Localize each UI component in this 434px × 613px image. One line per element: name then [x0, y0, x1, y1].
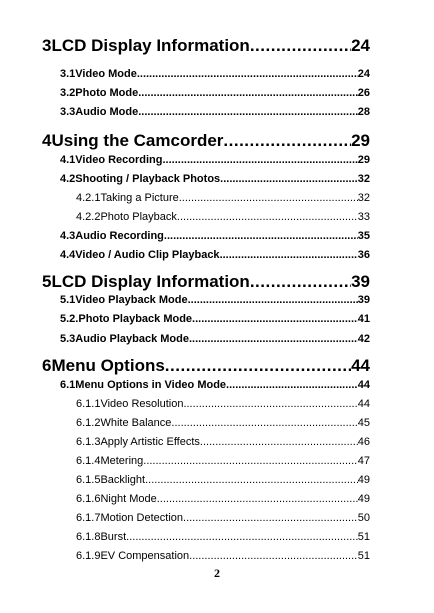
toc-entry-title: Audio Recording — [75, 230, 164, 242]
toc-entry-title: Video / Audio Clip Playback — [75, 249, 220, 261]
toc-entry-title: LCD Display Information — [51, 272, 250, 291]
toc-entry-page: 24 — [357, 68, 370, 80]
dot-leader — [143, 455, 357, 467]
toc-entry-number: 5.3 — [60, 333, 76, 345]
toc-entry-page: 32 — [357, 173, 370, 185]
toc-entry-page: 29 — [357, 154, 370, 166]
page-number: 2 — [214, 566, 220, 580]
toc-entry-number: 3.3 — [60, 106, 76, 118]
toc-entry[interactable] — [42, 356, 370, 376]
toc-entry[interactable] — [76, 417, 370, 429]
toc-entry-title: Video Mode — [75, 68, 137, 80]
toc-entry-number: 6.1.6 — [76, 493, 101, 505]
toc-entry-page: 29 — [351, 131, 370, 150]
toc-entry-number: 6.1.5 — [76, 474, 101, 486]
toc-entry[interactable] — [42, 36, 370, 56]
toc-entry-title: Photo Playback — [100, 211, 177, 223]
dot-leader — [183, 512, 358, 524]
dot-leader — [189, 550, 358, 562]
toc-entry-title: Audio Mode — [75, 106, 139, 118]
toc-entry-number: 4 — [42, 131, 52, 150]
toc-entry[interactable] — [76, 512, 370, 524]
toc-entry-title: LCD Display Information — [51, 36, 250, 55]
dot-leader — [223, 131, 351, 151]
toc-entry-title: Metering — [100, 455, 144, 467]
toc-entry-title: EV Compensation — [100, 550, 190, 562]
toc-entry-title: Audio Playback Mode — [75, 333, 189, 345]
toc-entry-page: 45 — [357, 417, 370, 429]
toc-entry[interactable] — [76, 436, 370, 448]
toc-entry-title: Video Playback Mode — [75, 294, 188, 306]
toc-entry[interactable] — [60, 230, 370, 242]
dot-leader — [220, 249, 358, 261]
toc-entry-number: 4.3 — [60, 230, 76, 242]
toc-entry-title: Shooting / Playback Photos — [75, 173, 221, 185]
toc-entry-number: 6 — [42, 356, 52, 375]
toc-entry-number: 5.1 — [60, 294, 76, 306]
toc-entry-title: Backlight — [100, 474, 146, 486]
dot-leader — [138, 87, 358, 99]
toc-entry-number: 3.1 — [60, 68, 76, 80]
toc-entry-page: 51 — [357, 550, 370, 562]
toc-entry-title: Motion Detection — [100, 512, 184, 524]
dot-leader — [189, 333, 358, 345]
toc-entry[interactable] — [76, 474, 370, 486]
dot-leader — [137, 68, 358, 80]
toc-entry-title: Night Mode — [100, 493, 157, 505]
toc-entry[interactable] — [76, 531, 370, 543]
toc-entry-title: Video Recording — [75, 154, 163, 166]
toc-entry[interactable] — [60, 68, 370, 80]
dot-leader — [163, 154, 358, 166]
dot-leader — [145, 474, 358, 486]
dot-leader — [188, 294, 358, 306]
toc-entry-page: 44 — [357, 398, 370, 410]
toc-entry[interactable] — [42, 272, 370, 292]
toc-entry-page: 39 — [357, 294, 370, 306]
toc-entry-number: 6.1.4 — [76, 455, 101, 467]
toc-entry-title: Photo Mode — [75, 87, 139, 99]
toc-entry-page: 36 — [357, 249, 370, 261]
toc-entry-page: 32 — [357, 192, 370, 204]
toc-entry[interactable] — [76, 398, 370, 410]
dot-leader — [126, 531, 358, 543]
toc-entry-page: 47 — [357, 455, 370, 467]
toc-entry-number: 6.1.2 — [76, 417, 101, 429]
toc-entry-title: Using the Camcorder — [51, 131, 224, 150]
toc-entry[interactable] — [76, 455, 370, 467]
toc-entry[interactable] — [76, 493, 370, 505]
toc-entry-page: 26 — [357, 87, 370, 99]
dot-leader — [226, 379, 358, 391]
toc-entry[interactable] — [60, 294, 370, 306]
toc-entry-page: 49 — [357, 474, 370, 486]
toc-entry-page: 49 — [357, 493, 370, 505]
toc-entry-number: 4.2.2 — [76, 211, 101, 223]
toc-entry-title: Menu Options — [51, 356, 165, 375]
toc-entry-number: 6.1 — [60, 379, 76, 391]
toc-entry[interactable] — [42, 131, 370, 151]
toc-entry[interactable] — [60, 106, 370, 118]
toc-entry-title: White Balance — [100, 417, 172, 429]
toc-entry-title: Burst — [100, 531, 127, 543]
toc-entry-page: 44 — [351, 356, 370, 375]
dot-leader — [177, 211, 358, 223]
dot-leader — [179, 192, 358, 204]
toc-entry-page: 24 — [351, 36, 370, 55]
toc-entry[interactable] — [60, 379, 370, 391]
dot-leader — [200, 436, 358, 448]
toc-entry[interactable] — [60, 87, 370, 99]
toc-entry-page: 41 — [357, 313, 370, 325]
toc-entry-number: 4.2 — [60, 173, 76, 185]
dot-leader — [138, 106, 358, 118]
toc-entry-page: 33 — [357, 211, 370, 223]
dot-leader — [220, 173, 358, 185]
toc-entry-page: 35 — [357, 230, 370, 242]
toc-entry-number: 3.2 — [60, 87, 76, 99]
toc-entry[interactable] — [76, 211, 370, 223]
toc-entry[interactable] — [76, 550, 370, 562]
toc-entry-number: 6.1.7 — [76, 512, 101, 524]
dot-leader — [183, 398, 357, 410]
dot-leader — [250, 36, 351, 56]
toc-entry-number: 3 — [42, 36, 52, 55]
toc-entry[interactable] — [60, 173, 370, 185]
toc-entry[interactable] — [76, 192, 370, 204]
toc-entry-title: Taking a Picture — [100, 192, 179, 204]
toc-entry-number: 6.1.1 — [76, 398, 101, 410]
dot-leader — [164, 230, 358, 242]
toc-entry-title: Apply Artistic Effects — [100, 436, 200, 448]
toc-entry-number: 6.1.8 — [76, 531, 101, 543]
toc-entry-title: .Photo Playback Mode — [75, 313, 193, 325]
toc-entry-page: 46 — [357, 436, 370, 448]
toc-entry-page: 39 — [351, 272, 370, 291]
toc-entry-number: 5.2 — [60, 313, 76, 325]
toc-entry[interactable] — [60, 333, 370, 345]
toc-entry-title: Video Resolution — [100, 398, 184, 410]
toc-entry-number: 6.1.3 — [76, 436, 101, 448]
toc-entry-number: 6.1.9 — [76, 550, 101, 562]
toc-entry-title: Menu Options in Video Mode — [75, 379, 227, 391]
toc-entry-number: 4.2.1 — [76, 192, 101, 204]
toc-entry-page: 44 — [357, 379, 370, 391]
toc-entry-number: 4.1 — [60, 154, 76, 166]
dot-leader — [157, 493, 358, 505]
toc-entry[interactable] — [60, 154, 370, 166]
dot-leader — [192, 313, 358, 325]
toc-entry-page: 42 — [357, 333, 370, 345]
toc-entry-number: 4.4 — [60, 249, 76, 261]
toc-entry[interactable] — [60, 313, 370, 325]
dot-leader — [250, 272, 351, 292]
toc-entry-page: 28 — [357, 106, 370, 118]
toc-entry-page: 50 — [357, 512, 370, 524]
dot-leader — [171, 417, 357, 429]
toc-entry-page: 51 — [357, 531, 370, 543]
toc-entry[interactable] — [60, 249, 370, 261]
dot-leader — [165, 356, 351, 376]
toc-entry-number: 5 — [42, 272, 52, 291]
